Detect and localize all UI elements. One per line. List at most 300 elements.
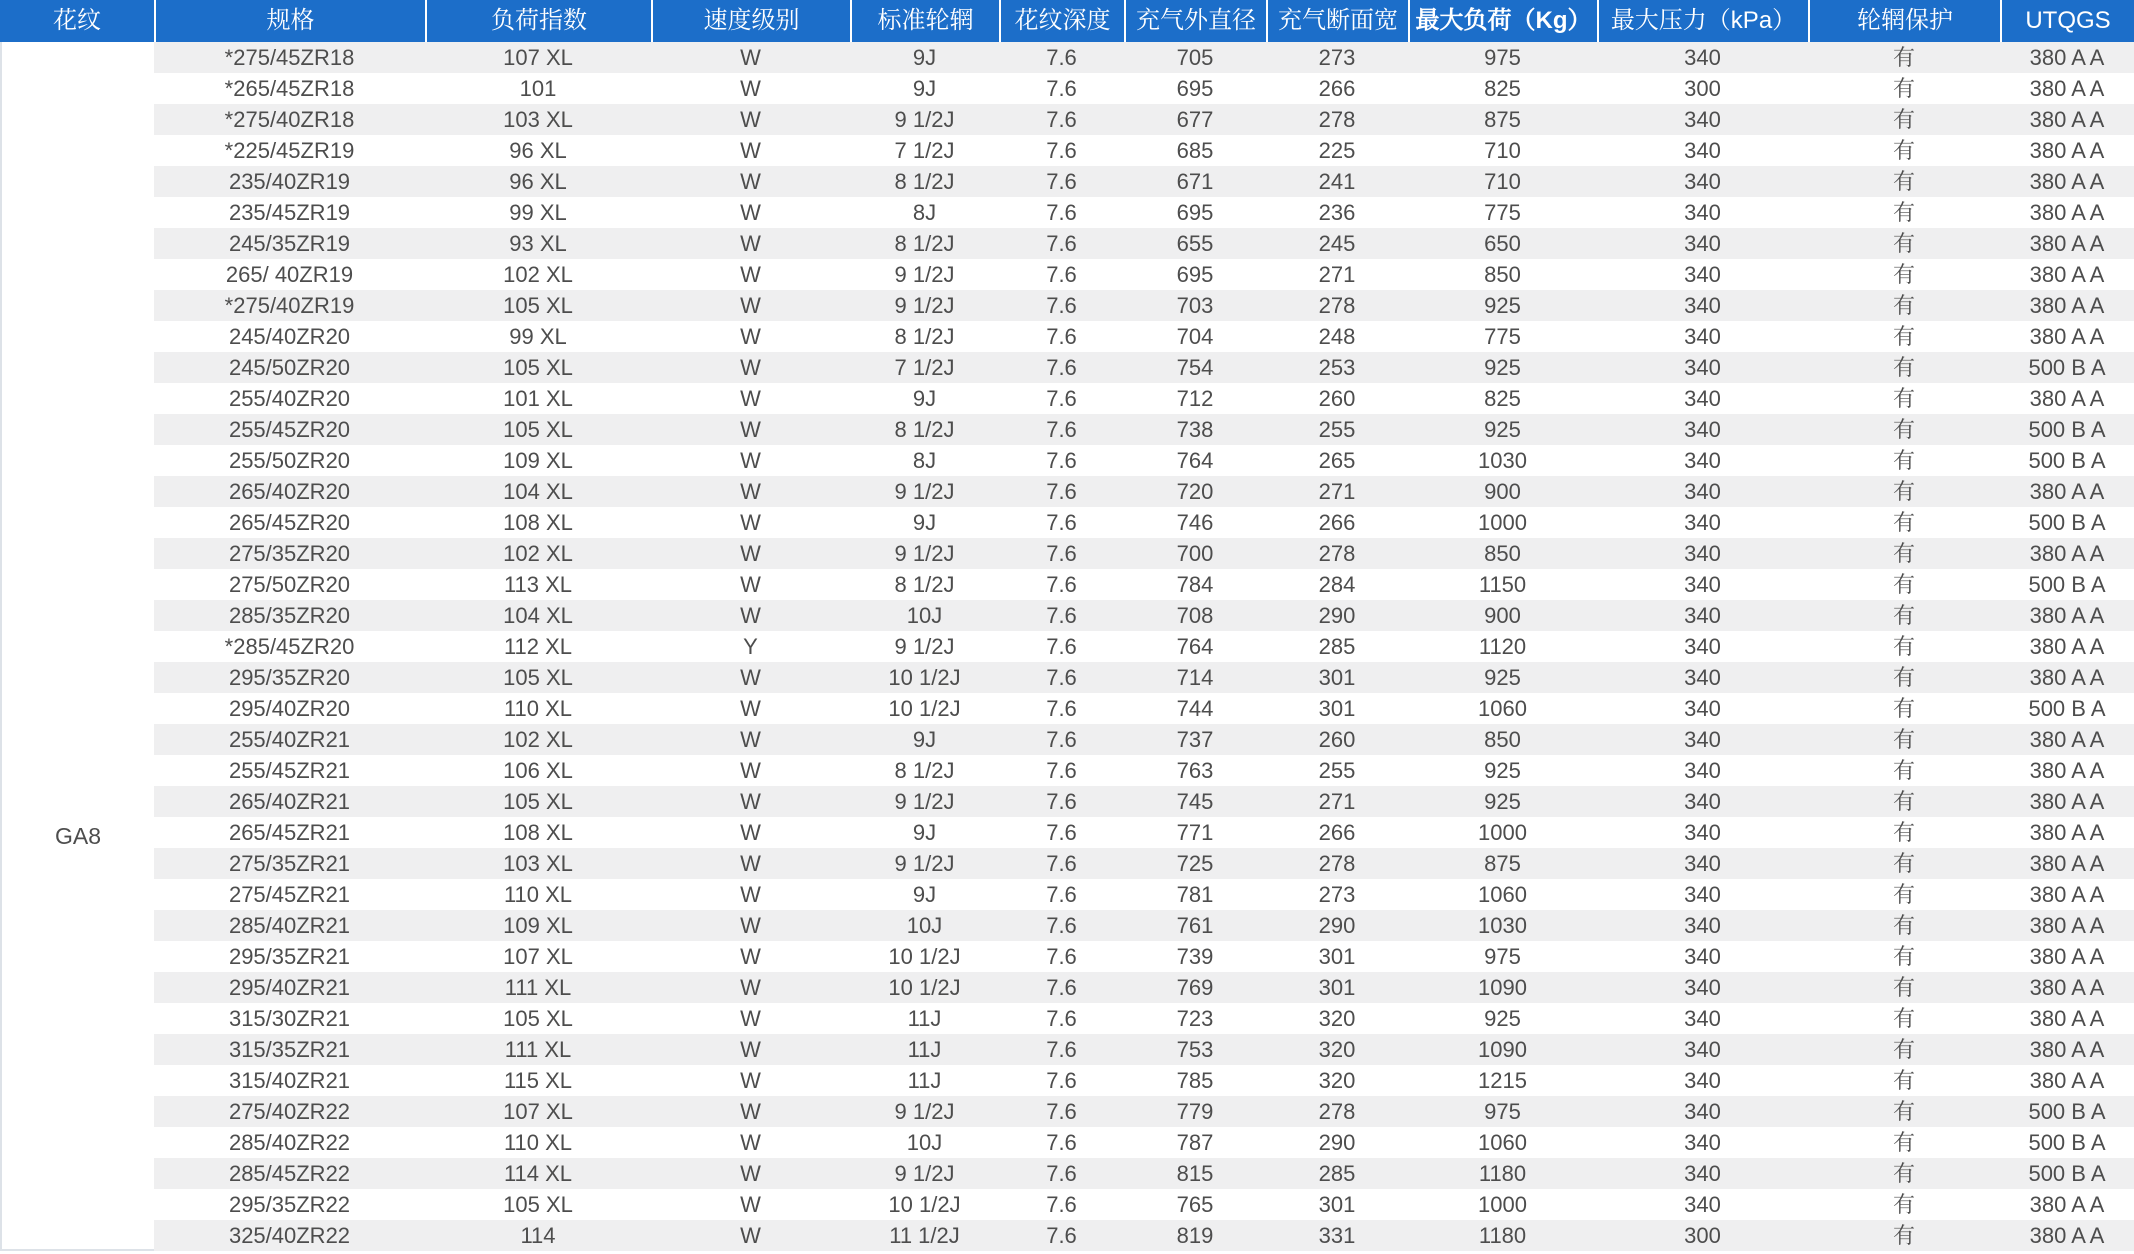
standard-rim-cell: 8 1/2J — [894, 169, 955, 194]
speed-rating-cell: W — [740, 944, 761, 969]
overall-diameter-cell: 781 — [1176, 882, 1214, 907]
tread-depth-cell: 7.6 — [1046, 293, 1077, 318]
overall-diameter-cell: 769 — [1176, 975, 1214, 1000]
max-load-cell: 850 — [1484, 541, 1521, 566]
overall-diameter-cell: 725 — [1176, 851, 1214, 876]
utqgs-cell: 380 A A — [2029, 603, 2105, 628]
load-index-cell: 113 XL — [503, 572, 573, 597]
max-pressure-cell: 300 — [1684, 76, 1721, 101]
max-pressure-cell: 340 — [1684, 603, 1721, 628]
tread-depth-cell: 7.6 — [1046, 510, 1077, 535]
speed-rating-cell: W — [740, 1161, 761, 1186]
standard-rim-cell: 8J — [912, 200, 937, 225]
load-index-cell: 105 XL — [503, 417, 573, 442]
table-row — [154, 910, 2134, 941]
max-pressure-cell: 340 — [1684, 200, 1721, 225]
tread-depth-cell: 7.6 — [1046, 634, 1077, 659]
rim-protection-cell: 有 — [1892, 727, 1915, 752]
max-load-cell: 1030 — [1478, 913, 1527, 938]
max-pressure-cell: 340 — [1684, 944, 1721, 969]
load-index-cell: 104 XL — [503, 603, 573, 628]
max-load-cell: 850 — [1484, 262, 1521, 287]
speed-rating-cell: W — [740, 1006, 761, 1031]
overall-diameter-cell: 737 — [1176, 727, 1214, 752]
max-load-cell: 775 — [1484, 324, 1521, 349]
max-load-cell: 975 — [1484, 1099, 1521, 1124]
max-load-cell: 1060 — [1478, 882, 1527, 907]
max-pressure-cell: 300 — [1684, 1223, 1721, 1248]
overall-diameter-cell: 815 — [1176, 1161, 1214, 1186]
section-width-cell: 290 — [1318, 913, 1356, 938]
overall-diameter-cell: 819 — [1176, 1223, 1214, 1248]
speed-rating-cell: W — [740, 541, 761, 566]
rim-protection-cell: 有 — [1892, 138, 1915, 163]
header-speed-rating: 速度级别 — [651, 0, 850, 42]
max-load-cell: 850 — [1484, 727, 1521, 752]
table-row — [154, 42, 2134, 73]
rim-protection-cell: 有 — [1892, 448, 1915, 473]
size-cell: 295/35ZR22 — [228, 1192, 351, 1217]
section-width-cell: 266 — [1318, 510, 1356, 535]
max-pressure-cell: 340 — [1684, 789, 1721, 814]
rim-protection-cell: 有 — [1892, 944, 1915, 969]
tread-depth-cell: 7.6 — [1046, 727, 1077, 752]
overall-diameter-cell: 708 — [1176, 603, 1214, 628]
utqgs-cell: 380 A A — [2029, 1068, 2105, 1093]
size-cell: 265/45ZR21 — [228, 820, 351, 845]
max-pressure-cell: 340 — [1684, 231, 1721, 256]
max-load-cell: 900 — [1484, 603, 1521, 628]
section-width-cell: 278 — [1318, 107, 1356, 132]
tread-depth-cell: 7.6 — [1046, 603, 1077, 628]
max-pressure-cell: 340 — [1684, 572, 1721, 597]
utqgs-cell: 380 A A — [2029, 231, 2105, 256]
table-row — [154, 197, 2134, 228]
load-index-cell: 96 XL — [509, 138, 567, 163]
utqgs-cell: 380 A A — [2029, 1037, 2105, 1062]
speed-rating-cell: W — [740, 138, 761, 163]
rim-protection-cell: 有 — [1892, 510, 1915, 535]
load-index-cell: 109 XL — [503, 913, 573, 938]
speed-rating-cell: W — [740, 293, 761, 318]
section-width-cell: 260 — [1318, 727, 1356, 752]
section-width-cell: 278 — [1318, 541, 1356, 566]
speed-rating-cell: W — [740, 262, 761, 287]
size-cell: 275/45ZR21 — [228, 882, 351, 907]
speed-rating-cell: W — [740, 479, 761, 504]
load-index-cell: 105 XL — [503, 1006, 573, 1031]
utqgs-cell: 380 A A — [2029, 169, 2105, 194]
load-index-cell: 103 XL — [503, 107, 573, 132]
section-width-cell: 290 — [1318, 603, 1356, 628]
max-pressure-cell: 340 — [1684, 1068, 1721, 1093]
load-index-cell: 106 XL — [503, 758, 573, 783]
overall-diameter-cell: 763 — [1176, 758, 1214, 783]
standard-rim-cell: 11J — [907, 1068, 942, 1093]
speed-rating-cell: W — [740, 727, 761, 752]
rim-protection-cell: 有 — [1892, 1006, 1915, 1031]
rim-protection-cell: 有 — [1892, 696, 1915, 721]
utqgs-cell: 500 B A — [2028, 510, 2106, 535]
rim-protection-cell: 有 — [1892, 572, 1915, 597]
speed-rating-cell: W — [740, 882, 761, 907]
size-cell: 275/35ZR20 — [228, 541, 351, 566]
section-width-cell: 320 — [1318, 1006, 1356, 1031]
speed-rating-cell: W — [740, 1068, 761, 1093]
size-cell: 285/40ZR21 — [228, 913, 351, 938]
standard-rim-cell: 10J — [906, 913, 943, 938]
max-pressure-cell: 340 — [1684, 510, 1721, 535]
overall-diameter-cell: 671 — [1176, 169, 1214, 194]
overall-diameter-cell: 746 — [1176, 510, 1214, 535]
max-load-cell: 825 — [1484, 76, 1521, 101]
table-row — [154, 724, 2134, 755]
standard-rim-cell: 8 1/2J — [894, 417, 955, 442]
load-index-cell: 101 — [519, 76, 557, 101]
rim-protection-cell: 有 — [1892, 355, 1915, 380]
utqgs-cell: 500 B A — [2028, 448, 2106, 473]
table-header-row — [0, 0, 2134, 42]
overall-diameter-cell: 705 — [1176, 45, 1214, 70]
standard-rim-cell: 9J — [912, 76, 937, 101]
max-load-cell: 1000 — [1478, 820, 1527, 845]
table-row — [154, 507, 2134, 538]
utqgs-cell: 380 A A — [2029, 107, 2105, 132]
max-load-cell: 710 — [1484, 169, 1521, 194]
load-index-cell: 108 XL — [503, 820, 573, 845]
max-pressure-cell: 340 — [1684, 541, 1721, 566]
speed-rating-cell: W — [740, 851, 761, 876]
standard-rim-cell: 9 1/2J — [894, 851, 955, 876]
utqgs-cell: 380 A A — [2029, 758, 2105, 783]
max-pressure-cell: 340 — [1684, 1099, 1721, 1124]
tread-depth-cell: 7.6 — [1046, 1068, 1077, 1093]
utqgs-cell: 380 A A — [2029, 45, 2105, 70]
tread-depth-cell: 7.6 — [1046, 417, 1077, 442]
header-pattern: 花纹 — [53, 7, 101, 34]
load-index-cell: 104 XL — [503, 479, 573, 504]
table-row — [154, 383, 2134, 414]
max-pressure-cell: 340 — [1684, 169, 1721, 194]
load-index-cell: 115 XL — [503, 1068, 573, 1093]
tread-depth-cell: 7.6 — [1046, 913, 1077, 938]
tread-depth-cell: 7.6 — [1046, 169, 1077, 194]
standard-rim-cell: 10 1/2J — [888, 665, 961, 690]
table-row — [154, 941, 2134, 972]
load-index-cell: 99 XL — [509, 200, 567, 225]
max-pressure-cell: 340 — [1684, 696, 1721, 721]
standard-rim-cell: 9J — [912, 882, 937, 907]
max-pressure-cell: 340 — [1684, 913, 1721, 938]
table-row — [154, 786, 2134, 817]
standard-rim-cell: 10J — [906, 603, 943, 628]
tread-depth-cell: 7.6 — [1046, 851, 1077, 876]
section-width-cell: 255 — [1318, 417, 1356, 442]
size-cell: *285/45ZR20 — [224, 634, 355, 659]
utqgs-cell: 380 A A — [2029, 386, 2105, 411]
rim-protection-cell: 有 — [1892, 231, 1915, 256]
load-index-cell: 107 XL — [503, 45, 573, 70]
table-row — [154, 848, 2134, 879]
table-body — [0, 42, 2134, 1251]
section-width-cell: 331 — [1318, 1223, 1356, 1248]
speed-rating-cell: W — [740, 1037, 761, 1062]
tread-depth-cell: 7.6 — [1046, 665, 1077, 690]
load-index-cell: 110 XL — [503, 1130, 573, 1155]
utqgs-cell: 380 A A — [2029, 262, 2105, 287]
table-row — [154, 445, 2134, 476]
tread-depth-cell: 7.6 — [1046, 1161, 1077, 1186]
section-width-cell: 278 — [1318, 851, 1356, 876]
section-width-cell: 248 — [1318, 324, 1356, 349]
section-width-cell: 241 — [1318, 169, 1356, 194]
utqgs-cell: 380 A A — [2029, 665, 2105, 690]
overall-diameter-cell: 784 — [1176, 572, 1214, 597]
utqgs-cell: 380 A A — [2029, 727, 2105, 752]
max-load-cell: 1000 — [1478, 1192, 1527, 1217]
rim-protection-cell: 有 — [1892, 1099, 1915, 1124]
table-row — [154, 1065, 2134, 1096]
size-cell: 265/45ZR20 — [228, 510, 351, 535]
header-max-load: 最大负荷（Kg） — [1408, 0, 1597, 42]
max-pressure-cell: 340 — [1684, 851, 1721, 876]
utqgs-cell: 380 A A — [2029, 820, 2105, 845]
speed-rating-cell: W — [740, 510, 761, 535]
table-row — [154, 259, 2134, 290]
size-cell: 275/40ZR22 — [228, 1099, 351, 1124]
max-pressure-cell: 340 — [1684, 293, 1721, 318]
table-row — [154, 166, 2134, 197]
speed-rating-cell: W — [740, 1130, 761, 1155]
utqgs-cell: 380 A A — [2029, 944, 2105, 969]
overall-diameter-cell: 695 — [1176, 200, 1214, 225]
speed-rating-cell: W — [740, 603, 761, 628]
table-rows — [154, 42, 2134, 1251]
size-cell: 245/35ZR19 — [228, 231, 351, 256]
header-max-pressure: 最大压力（kPa） — [1597, 0, 1808, 42]
overall-diameter-cell: 744 — [1176, 696, 1214, 721]
max-pressure-cell: 340 — [1684, 975, 1721, 1000]
size-cell: *265/45ZR18 — [224, 76, 355, 101]
section-width-cell: 320 — [1318, 1037, 1356, 1062]
load-index-cell: 103 XL — [503, 851, 573, 876]
standard-rim-cell: 10 1/2J — [888, 975, 961, 1000]
load-index-cell: 114 — [520, 1223, 556, 1248]
standard-rim-cell: 9 1/2J — [894, 634, 955, 659]
standard-rim-cell: 11J — [907, 1037, 942, 1062]
section-width-cell: 320 — [1318, 1068, 1356, 1093]
rim-protection-cell: 有 — [1892, 665, 1915, 690]
standard-rim-cell: 8 1/2J — [894, 231, 955, 256]
utqgs-cell: 380 A A — [2029, 138, 2105, 163]
overall-diameter-cell: 677 — [1176, 107, 1214, 132]
size-cell: 285/45ZR22 — [228, 1161, 351, 1186]
max-pressure-cell: 340 — [1684, 634, 1721, 659]
max-load-cell: 710 — [1484, 138, 1521, 163]
standard-rim-cell: 7 1/2J — [894, 355, 955, 380]
size-cell: 295/35ZR21 — [228, 944, 351, 969]
utqgs-cell: 380 A A — [2029, 1223, 2105, 1248]
size-cell: 275/50ZR20 — [228, 572, 351, 597]
table-row — [154, 321, 2134, 352]
tread-depth-cell: 7.6 — [1046, 386, 1077, 411]
size-cell: 265/ 40ZR19 — [225, 262, 354, 287]
speed-rating-cell: W — [740, 975, 761, 1000]
table-row — [154, 1220, 2134, 1251]
max-load-cell: 975 — [1484, 45, 1521, 70]
section-width-cell: 290 — [1318, 1130, 1356, 1155]
overall-diameter-cell: 764 — [1176, 448, 1214, 473]
max-load-cell: 1090 — [1478, 975, 1527, 1000]
size-cell: 245/40ZR20 — [228, 324, 351, 349]
rim-protection-cell: 有 — [1892, 1223, 1915, 1248]
utqgs-cell: 500 B A — [2028, 417, 2106, 442]
size-cell: 285/35ZR20 — [228, 603, 351, 628]
tread-depth-cell: 7.6 — [1046, 696, 1077, 721]
standard-rim-cell: 9J — [912, 820, 937, 845]
max-load-cell: 875 — [1484, 107, 1521, 132]
overall-diameter-cell: 704 — [1176, 324, 1214, 349]
header-section-width: 充气断面宽 — [1266, 0, 1408, 42]
speed-rating-cell: W — [740, 200, 761, 225]
table-row — [154, 1096, 2134, 1127]
section-width-cell: 284 — [1318, 572, 1356, 597]
section-width-cell: 285 — [1318, 634, 1356, 659]
max-pressure-cell: 340 — [1684, 1006, 1721, 1031]
rim-protection-cell: 有 — [1892, 1192, 1915, 1217]
tread-depth-cell: 7.6 — [1046, 324, 1077, 349]
load-index-cell: 111 XL — [504, 975, 572, 1000]
table-row — [154, 1034, 2134, 1065]
tread-depth-cell: 7.6 — [1046, 882, 1077, 907]
rim-protection-cell: 有 — [1892, 758, 1915, 783]
rim-protection-cell: 有 — [1892, 45, 1915, 70]
table-row — [154, 290, 2134, 321]
max-load-cell: 875 — [1484, 851, 1521, 876]
pattern-cell — [0, 42, 154, 1251]
section-width-cell: 273 — [1318, 882, 1356, 907]
tread-depth-cell: 7.6 — [1046, 1006, 1077, 1031]
standard-rim-cell: 11J — [907, 1006, 942, 1031]
speed-rating-cell: Y — [743, 634, 758, 659]
max-pressure-cell: 340 — [1684, 262, 1721, 287]
standard-rim-cell: 10 1/2J — [888, 1192, 961, 1217]
pattern-name: GA8 — [54, 823, 102, 849]
size-cell: 315/30ZR21 — [228, 1006, 351, 1031]
size-cell: 285/40ZR22 — [228, 1130, 351, 1155]
load-index-cell: 105 XL — [503, 665, 573, 690]
rim-protection-cell: 有 — [1892, 882, 1915, 907]
max-load-cell: 1090 — [1478, 1037, 1527, 1062]
load-index-cell: 105 XL — [503, 355, 573, 380]
max-pressure-cell: 340 — [1684, 758, 1721, 783]
table-row — [154, 600, 2134, 631]
utqgs-cell: 380 A A — [2029, 789, 2105, 814]
standard-rim-cell: 9J — [912, 727, 937, 752]
table-row — [154, 1189, 2134, 1220]
overall-diameter-cell: 703 — [1176, 293, 1214, 318]
max-load-cell: 975 — [1484, 944, 1521, 969]
section-width-cell: 271 — [1318, 479, 1356, 504]
speed-rating-cell: W — [740, 169, 761, 194]
size-cell: 255/45ZR21 — [228, 758, 351, 783]
rim-protection-cell: 有 — [1892, 262, 1915, 287]
utqgs-cell: 500 B A — [2028, 1099, 2106, 1124]
rim-protection-cell: 有 — [1892, 1068, 1915, 1093]
utqgs-cell: 380 A A — [2029, 324, 2105, 349]
max-load-cell: 1030 — [1478, 448, 1527, 473]
load-index-cell: 107 XL — [503, 1099, 573, 1124]
max-load-cell: 925 — [1484, 789, 1521, 814]
size-cell: 255/40ZR20 — [228, 386, 351, 411]
max-pressure-cell: 340 — [1684, 386, 1721, 411]
header-size: 规格 — [154, 0, 425, 42]
max-load-cell: 925 — [1484, 355, 1521, 380]
standard-rim-cell: 9 1/2J — [894, 1161, 955, 1186]
table-row — [154, 104, 2134, 135]
table-row — [154, 135, 2134, 166]
standard-rim-cell: 9 1/2J — [894, 107, 955, 132]
size-cell: *275/40ZR19 — [224, 293, 355, 318]
table-row — [154, 879, 2134, 910]
speed-rating-cell: W — [740, 572, 761, 597]
section-width-cell: 253 — [1318, 355, 1356, 380]
speed-rating-cell: W — [740, 417, 761, 442]
max-load-cell: 925 — [1484, 1006, 1521, 1031]
max-load-cell: 1060 — [1478, 1130, 1527, 1155]
standard-rim-cell: 9 1/2J — [894, 1099, 955, 1124]
max-pressure-cell: 340 — [1684, 727, 1721, 752]
speed-rating-cell: W — [740, 696, 761, 721]
section-width-cell: 271 — [1318, 262, 1356, 287]
size-cell: 315/35ZR21 — [228, 1037, 351, 1062]
overall-diameter-cell: 785 — [1176, 1068, 1214, 1093]
speed-rating-cell: W — [740, 789, 761, 814]
rim-protection-cell: 有 — [1892, 479, 1915, 504]
section-width-cell: 301 — [1318, 696, 1356, 721]
load-index-cell: 110 XL — [503, 882, 573, 907]
overall-diameter-cell: 787 — [1176, 1130, 1214, 1155]
size-cell: 255/45ZR20 — [228, 417, 351, 442]
overall-diameter-cell: 655 — [1176, 231, 1214, 256]
overall-diameter-cell: 685 — [1176, 138, 1214, 163]
max-load-cell: 650 — [1484, 231, 1521, 256]
tread-depth-cell: 7.6 — [1046, 789, 1077, 814]
overall-diameter-cell: 779 — [1176, 1099, 1214, 1124]
section-width-cell: 278 — [1318, 1099, 1356, 1124]
utqgs-cell: 380 A A — [2029, 851, 2105, 876]
table-row — [154, 662, 2134, 693]
tread-depth-cell: 7.6 — [1046, 231, 1077, 256]
load-index-cell: 110 XL — [503, 696, 573, 721]
utqgs-cell: 380 A A — [2029, 1006, 2105, 1031]
table-row — [154, 352, 2134, 383]
table-row — [154, 755, 2134, 786]
tread-depth-cell: 7.6 — [1046, 1223, 1077, 1248]
standard-rim-cell: 10 1/2J — [888, 696, 961, 721]
overall-diameter-cell: 723 — [1176, 1006, 1214, 1031]
rim-protection-cell: 有 — [1892, 1161, 1915, 1186]
load-index-cell: 114 XL — [503, 1161, 573, 1186]
utqgs-cell: 500 B A — [2028, 696, 2106, 721]
load-index-cell: 99 XL — [509, 324, 567, 349]
utqgs-cell: 500 B A — [2028, 572, 2106, 597]
size-cell: 265/40ZR21 — [228, 789, 351, 814]
standard-rim-cell: 10J — [906, 1130, 943, 1155]
table-row — [154, 414, 2134, 445]
utqgs-cell: 500 B A — [2028, 1130, 2106, 1155]
table-row — [154, 569, 2134, 600]
